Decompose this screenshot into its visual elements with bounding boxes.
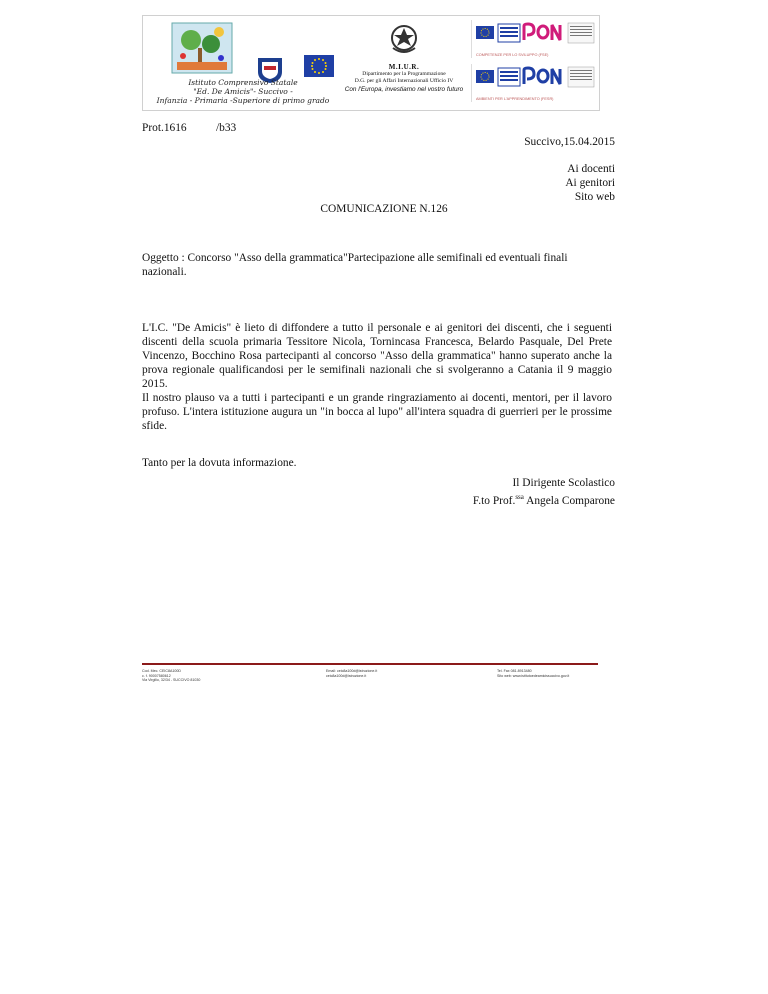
- pon-fse-logo-icon: [472, 20, 596, 50]
- miur-office: D.G. per gli Affari Internazionali Ufficio IV: [354, 78, 454, 84]
- school-name: Istituto Comprensivo Statale "Ed. De Amicis"- Succivo - Infanzia - Primaria -Superiore di primo grado: [156, 78, 330, 105]
- footer-divider: [142, 663, 598, 665]
- recipient: Ai genitori: [565, 177, 615, 189]
- miur-block: [339, 22, 469, 93]
- signature-block: [473, 476, 615, 508]
- body-paragraph: L'I.C. "De Amicis" è lieto di diffondere a tutto il personale e ai genitori dei discenti, che i seguenti discenti della scuola primaria Tessitore Nicola, Tornincasa Francesca, Belardo Pasquale, Del Prete Vincenzo, Bocchino Rosa partecipanti al concorso "Asso della grammatica" hanno superato anche la prova regionale qualificandosi per le semifinali nazionali che si svolgeranno a Catania il 9 maggio 2015.: [142, 322, 612, 390]
- document-date: Succivo,15.04.2015: [524, 136, 615, 148]
- protocol-number: /b33: [216, 122, 237, 134]
- miur-department: Dipartimento per la Programmazione: [362, 71, 446, 77]
- signatory-name: Angela Comparone: [523, 494, 615, 507]
- pon-fse-caption: COMPETENZE PER LO SVILUPPO (FSE): [476, 53, 549, 57]
- body-paragraph: Il nostro plauso va a tutti i partecipanti e un grande ringraziamento ai docenti, mentori, per il lavoro profuso. L'intera istituzione augura un "in bocca al lupo" all'intera squadra di guerrieri per le prossime sfide.: [142, 392, 612, 432]
- letterhead: [142, 15, 600, 111]
- protocol-label: Prot.1616: [142, 122, 187, 134]
- pon-fse-banner: [471, 20, 596, 58]
- miur-title: M.I.U.R.: [388, 63, 420, 71]
- eu-flag-icon: [304, 55, 334, 77]
- signatory-sup: ssa: [515, 493, 524, 501]
- italian-republic-emblem-icon: [387, 22, 421, 56]
- pon-fesr-caption: AMBIENTI PER L'APPRENDIMENTO (FESR): [476, 97, 554, 101]
- recipient: Ai docenti: [567, 163, 615, 175]
- signatory-prefix: F.to Prof.: [472, 494, 516, 507]
- body-text: [142, 321, 612, 433]
- footer-school-codes: Cod. Mec. CEIC8A100D c. f. 90007580612 Via Virgilio, 32/34 - SUCCIVO 81030: [142, 669, 201, 683]
- communication-title: COMUNICAZIONE N.126: [320, 203, 448, 215]
- miur-slogan: Con l'Europa, investiamo nel vostro futuro: [344, 86, 464, 93]
- closing-line: Tanto per la dovuta informazione.: [142, 457, 297, 469]
- school-logo-icon: [171, 22, 233, 74]
- signatory-line: [473, 490, 615, 508]
- pon-fesr-banner: [471, 64, 596, 102]
- footer-email: Email: ceic8a100d@istruzione.it ceic8a100d@istruzione.it: [326, 669, 378, 678]
- footer-contacts: Tel. Fax 081.8913480 Sito web: www.istitutoedeamicissuccivo.gov.it: [497, 669, 570, 678]
- recipients-list: [565, 162, 615, 204]
- recipient: Sito web: [574, 191, 615, 203]
- pon-fesr-logo-icon: [472, 64, 596, 94]
- subject-line: Oggetto : Concorso "Asso della grammatica"Partecipazione alle semifinali ed eventuali finali nazionali.: [142, 252, 568, 278]
- signatory-role: Il Dirigente Scolastico: [512, 477, 615, 489]
